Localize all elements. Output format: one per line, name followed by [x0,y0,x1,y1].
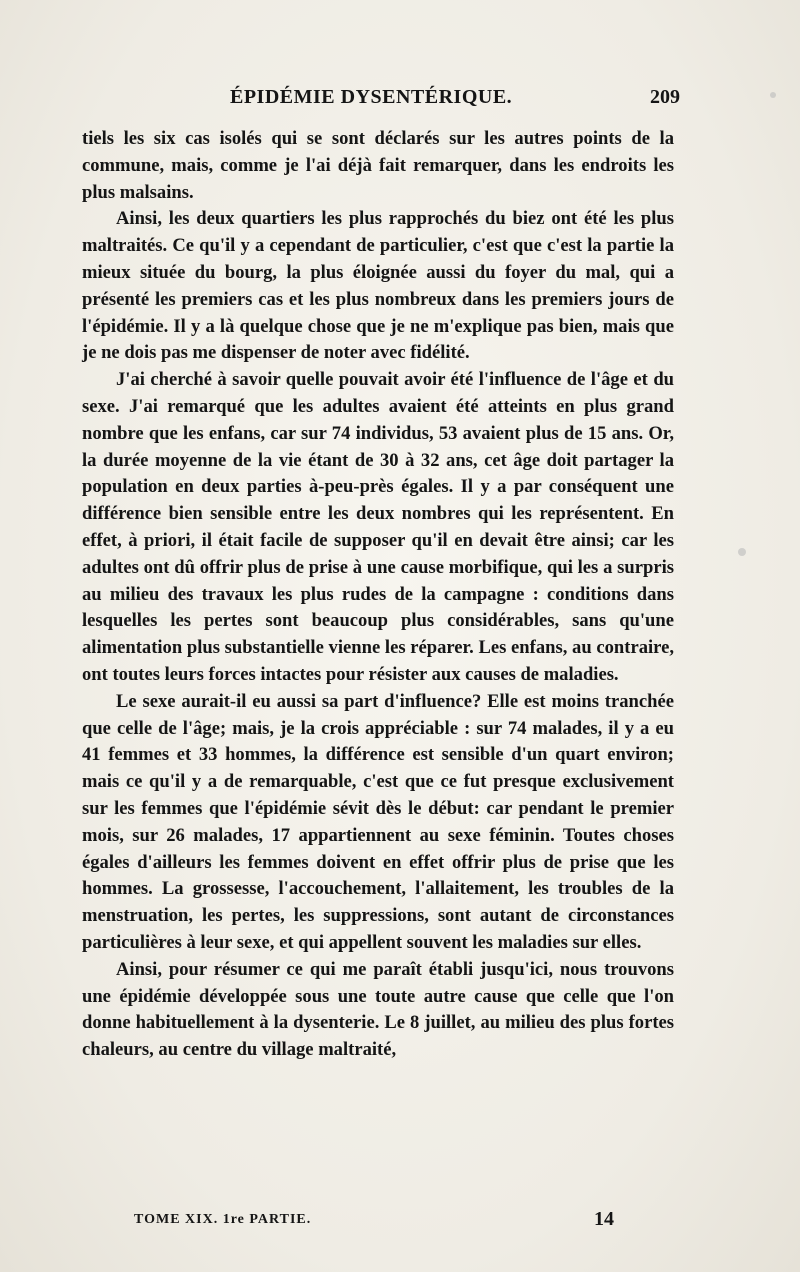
page-number: 209 [650,86,680,108]
running-title: ÉPIDÉMIE DYSENTÉRIQUE. [230,86,513,108]
paper-speck [738,548,746,556]
paragraph-1: tiels les six cas isolés qui se sont déclarés sur les autres points de la commune, mais, comme je l'ai déjà fait remarquer, dans les endroits les plus malsains. [82,128,674,203]
footer [134,1208,614,1236]
paper-speck [770,92,776,98]
paragraph-2: Ainsi, les deux quartiers les plus rapprochés du biez ont été les plus maltraités. Ce qu'il y a cependant de particulier, c'est que c'est la partie la mieux située du bourg, la plus éloignée aussi du foyer du mal, qui a présenté les premiers cas et les plus nombreux dans les premiers jours de l'épidémie. Il y a là quelque chose que je ne m'explique pas bien, mais que je ne dois pas me dispenser de noter avec fidélité. [82,208,674,364]
running-head [80,86,680,116]
signature-number: 14 [594,1208,614,1230]
paragraph-3: J'ai cherché à savoir quelle pouvait avoir été l'influence de l'âge et du sexe. J'ai remarqué que les adultes avaient été atteints en plus grand nombre que les enfans, car sur 74 individus, 53 avaient plus de 15 ans. Or, la durée moyenne de la vie étant de 30 à 32 ans, cet âge doit partager la population en deux parties à-peu-près égales. Il y a par conséquent une différence bien sensible entre les deux nombres qui les représentent. En effet, à priori, il était facile de supposer qu'il en devait être ainsi; car les adultes ont dû offrir plus de prise à une cause morbifique, qui les a surpris au milieu des travaux les plus rudes de la campagne : conditions dans lesquelles les pertes sont beaucoup plus considérables, sans qu'une alimentation plus substantielle vienne les réparer. Les enfans, au contraire, ont toutes leurs forces intactes pour résister aux causes de maladies. [82,369,674,685]
signature-mark: TOME XIX. 1re PARTIE. [134,1212,312,1227]
paragraph-5: Ainsi, pour résumer ce qui me paraît établi jusqu'ici, nous trouvons une épidémie développée sous une toute autre cause que celle que l'on donne habituellement à la dysenterie. Le 8 juillet, au milieu des plus fortes chaleurs, au centre du village maltraité, [82,958,674,1061]
body-text [82,126,674,1064]
paragraph-4: Le sexe aurait-il eu aussi sa part d'influence? Elle est moins tranchée que celle de l'âge; mais, je la crois appréciable : sur 74 malades, il y a eu 41 femmes et 33 hommes, la différence est sensible d'un quart environ; mais ce qu'il y a de remarquable, c'est que ce fut presque exclusivement sur les femmes que l'épidémie sévit dès le début: car pendant le premier mois, sur 26 malades, 17 appartiennent au sexe féminin. Toutes choses égales d'ailleurs les femmes doivent en effet offrir plus de prise que les hommes. La grossesse, l'accouchement, l'allaitement, les troubles de la menstruation, les pertes, les suppressions, sont autant de circonstances particulières à leur sexe, et qui appellent souvent les maladies sur elles. [82,690,674,953]
